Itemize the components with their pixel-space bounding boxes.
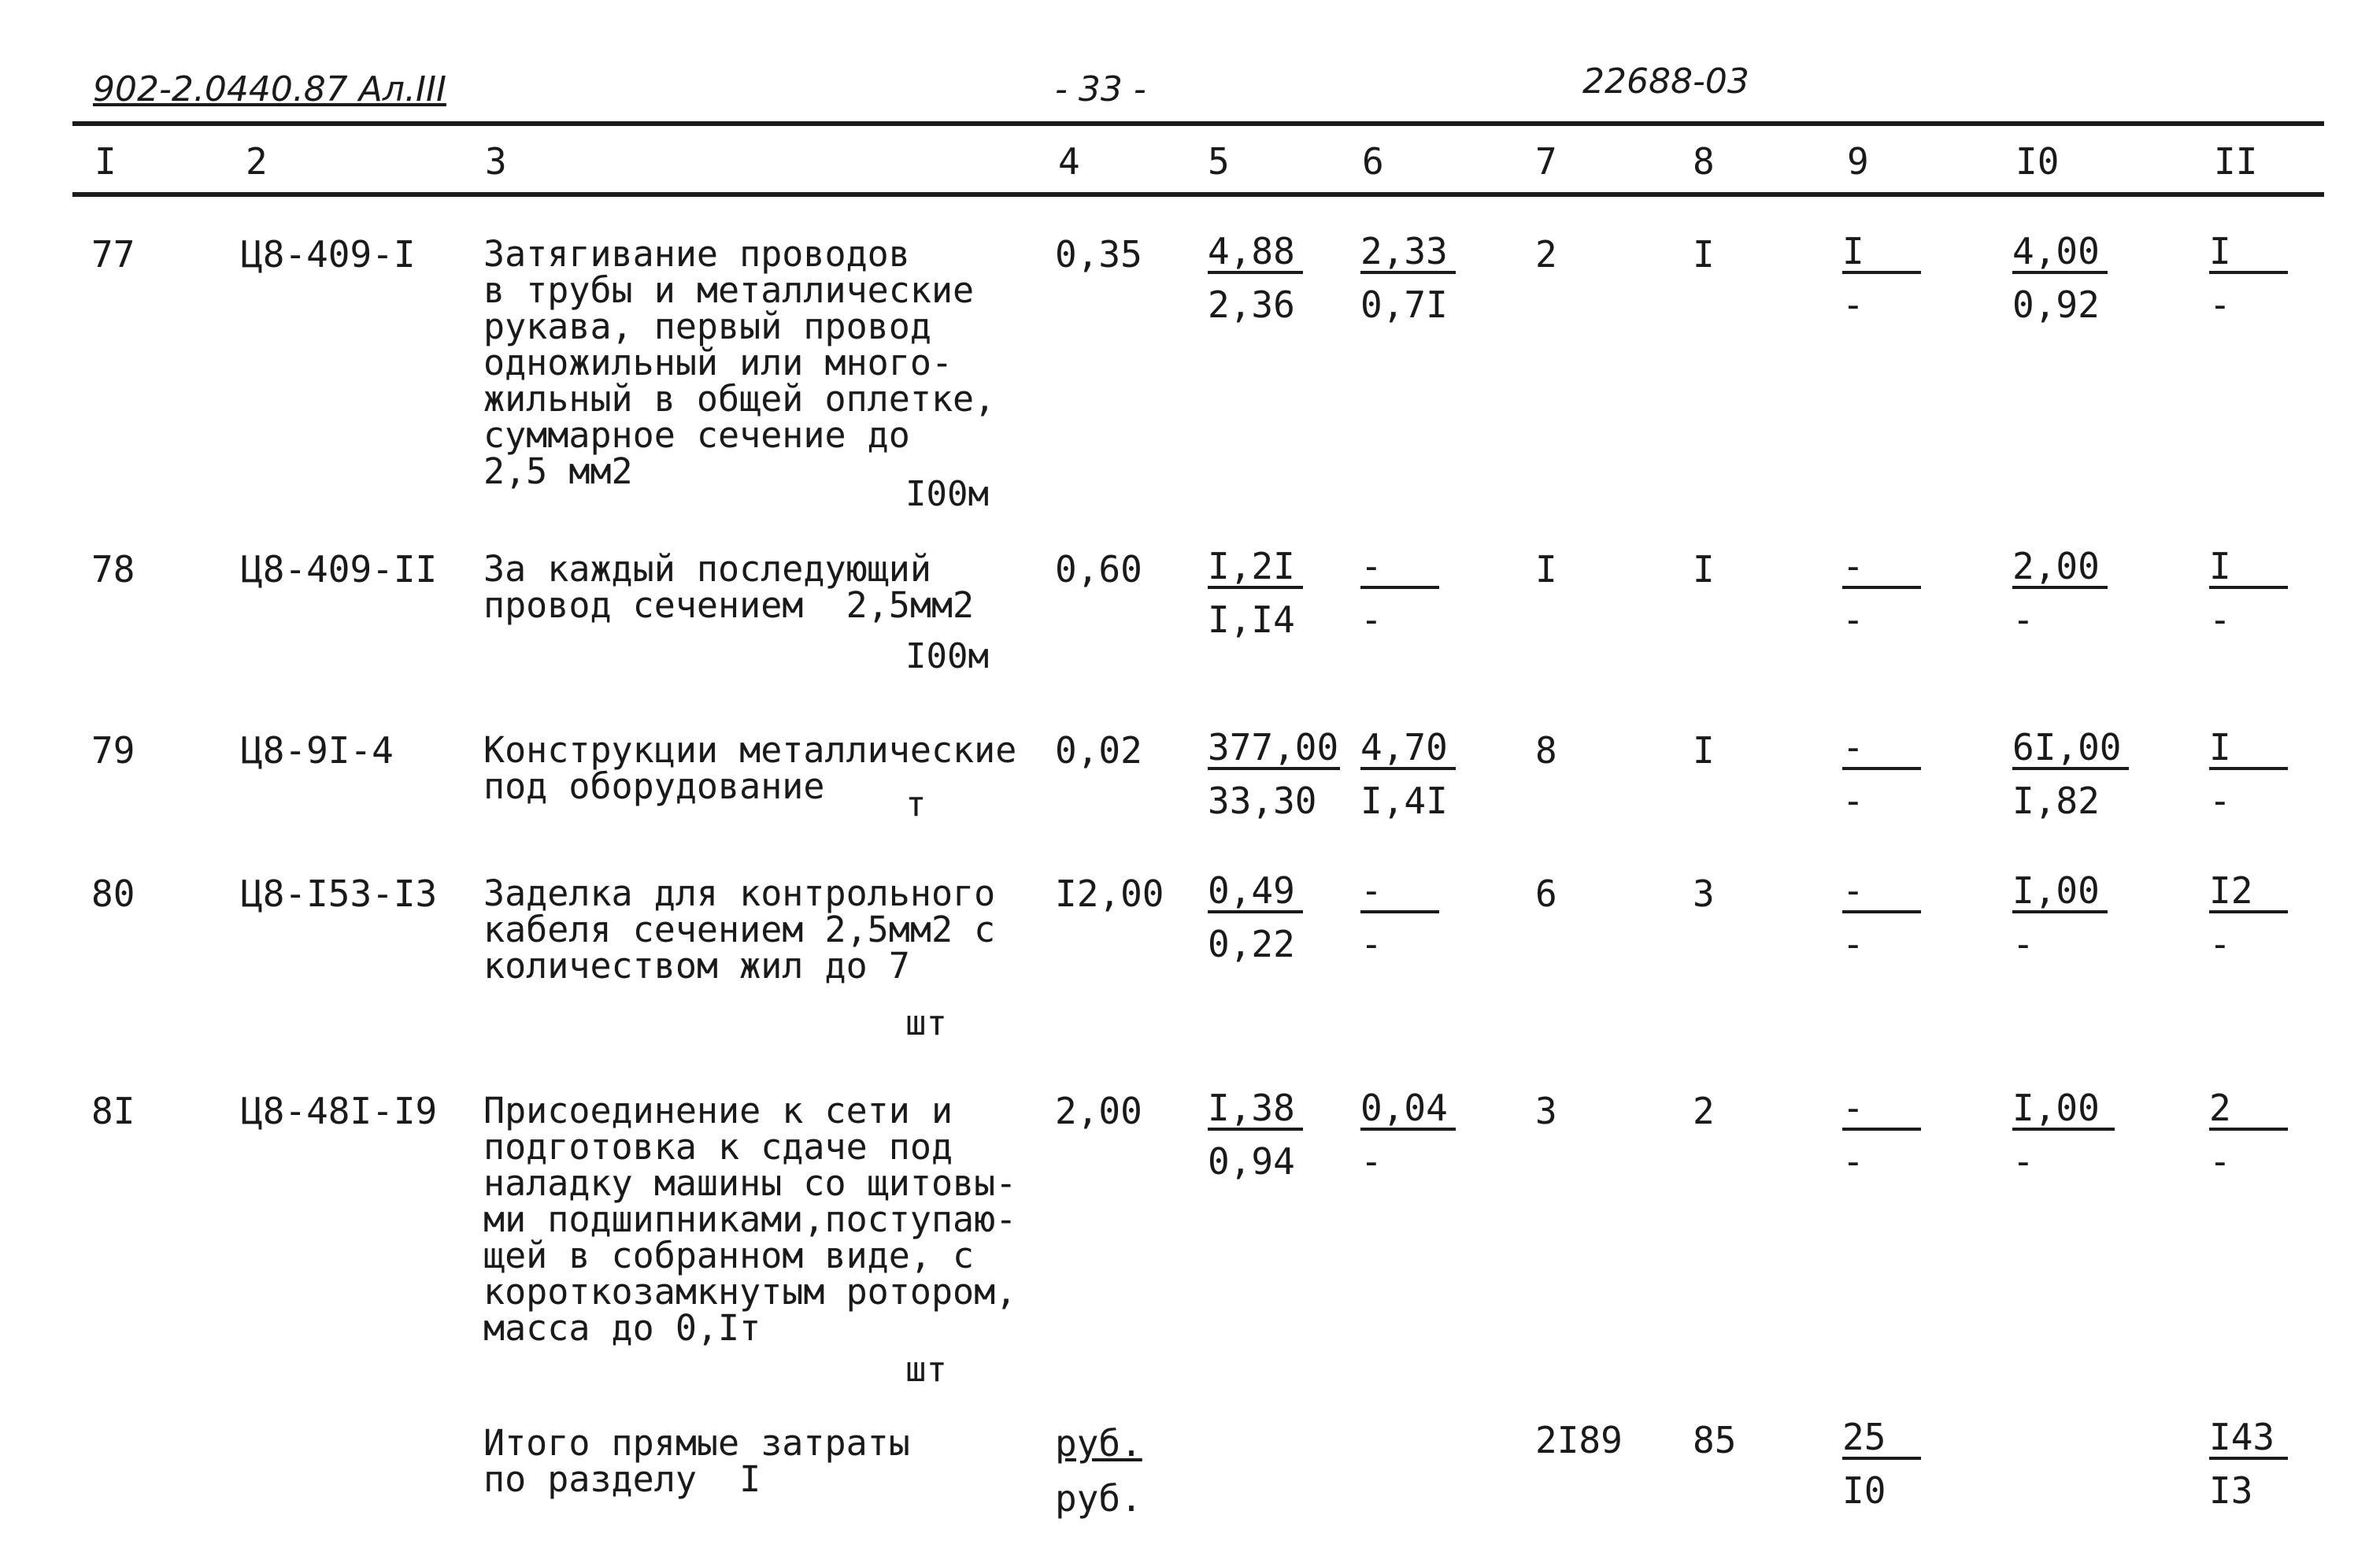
- col-header-9: 9: [1847, 140, 1869, 183]
- top-rule: [72, 121, 2324, 126]
- col10-fraction: [2012, 546, 2115, 639]
- col6-fraction: [1360, 871, 1463, 964]
- denominator: -: [2209, 923, 2231, 965]
- col-header-5: 5: [1208, 140, 1230, 183]
- denominator: I0: [1842, 1469, 1886, 1512]
- row-description: Заделка для контрольного кабеля сечением 2,5мм2 с количеством жил до 7: [483, 872, 996, 987]
- denominator: -: [1360, 923, 1382, 965]
- sheet-code: 22688-03: [1582, 61, 1749, 102]
- total-unit-top: руб.: [1055, 1422, 1142, 1465]
- numerator: -: [1842, 1088, 1921, 1131]
- numerator: I: [2209, 546, 2288, 589]
- col9-fraction: [1842, 871, 1945, 964]
- col6-fraction: [1360, 231, 1463, 324]
- denominator: -: [2209, 283, 2231, 326]
- col7-value: I: [1535, 548, 1557, 591]
- denominator: 0,92: [2012, 283, 2100, 326]
- col6-fraction: [1360, 546, 1463, 639]
- col5-fraction: [1208, 726, 1339, 822]
- denominator: -: [1360, 1140, 1382, 1183]
- col11-fraction: [2209, 728, 2312, 820]
- numerator: I43: [2209, 1417, 2288, 1460]
- col-header-2: 2: [246, 140, 268, 183]
- row-number: 79: [91, 729, 135, 772]
- numerator: -: [1360, 871, 1439, 913]
- denominator: -: [1842, 283, 1864, 326]
- denominator: -: [1842, 1140, 1864, 1183]
- row-number: 78: [91, 548, 135, 591]
- row-unit: шт: [905, 1003, 947, 1043]
- col4-value: 0,02: [1055, 729, 1142, 772]
- col11-fraction: [2209, 1088, 2312, 1181]
- denominator: -: [2012, 598, 2034, 641]
- numerator: 4,00: [2012, 231, 2108, 274]
- numerator: -: [1842, 871, 1921, 913]
- denominator: 0,94: [1208, 1140, 1295, 1183]
- numerator: 0,04: [1360, 1088, 1456, 1131]
- col-header-3: 3: [485, 140, 507, 183]
- col5-fraction: [1208, 1088, 1310, 1181]
- denominator: -: [1360, 598, 1382, 641]
- denominator: 0,22: [1208, 923, 1295, 965]
- numerator: I: [2209, 231, 2288, 274]
- numerator: 4,88: [1208, 231, 1303, 274]
- denominator: 33,30: [1208, 780, 1317, 822]
- total-col11-fraction: [2209, 1417, 2312, 1510]
- col7-value: 8: [1535, 729, 1557, 772]
- row-unit: шт: [905, 1350, 947, 1390]
- col9-fraction: [1842, 1088, 1945, 1181]
- denominator: -: [2209, 780, 2231, 822]
- numerator: I: [1842, 231, 1921, 274]
- col5-fraction: [1208, 871, 1310, 964]
- denominator: I,4I: [1360, 780, 1448, 822]
- numerator: I: [2209, 728, 2288, 770]
- numerator: -: [1842, 728, 1921, 770]
- denominator: 0,7I: [1360, 283, 1448, 326]
- col6-fraction: [1360, 1088, 1463, 1181]
- col7-value: 2: [1535, 233, 1557, 276]
- col5-fraction: [1208, 231, 1310, 324]
- numerator: 2,00: [2012, 546, 2108, 589]
- col9-fraction: [1842, 546, 1945, 639]
- col-header-7: 7: [1535, 140, 1557, 183]
- total-col8: 85: [1693, 1419, 1737, 1461]
- col8-value: 2: [1693, 1090, 1715, 1132]
- numerator: 6I,00: [2012, 728, 2129, 770]
- numerator: -: [1842, 546, 1921, 589]
- total-col7: 2I89: [1535, 1419, 1623, 1461]
- numerator: I,00: [2012, 1088, 2115, 1131]
- denominator: -: [1842, 598, 1864, 641]
- numerator: 2,33: [1360, 231, 1456, 274]
- col4-value: 0,60: [1055, 548, 1142, 591]
- col8-value: I: [1693, 548, 1715, 591]
- document-code: 902-2.0440.87 Ал.III: [93, 69, 446, 109]
- denominator: -: [2209, 1140, 2231, 1183]
- col-header-11: II: [2214, 140, 2258, 183]
- numerator: I2: [2209, 871, 2288, 913]
- header-rule: [72, 192, 2324, 197]
- col6-fraction: [1360, 728, 1463, 820]
- col4-value: 2,00: [1055, 1090, 1142, 1132]
- denominator: I,82: [2012, 780, 2100, 822]
- denominator: -: [2209, 598, 2231, 641]
- col9-fraction: [1842, 231, 1945, 324]
- total-unit-bottom: руб.: [1055, 1477, 1142, 1520]
- col10-fraction: [2012, 871, 2115, 964]
- page-number: - 33 -: [1055, 69, 1146, 109]
- total-col9-fraction: [1842, 1417, 1945, 1510]
- numerator: I,2I: [1208, 546, 1303, 589]
- row-number: 77: [91, 233, 135, 276]
- col8-value: 3: [1693, 872, 1715, 915]
- numerator: 377,00: [1208, 726, 1339, 769]
- col-header-8: 8: [1693, 140, 1715, 183]
- col4-value: I2,00: [1055, 872, 1164, 915]
- row-number: 80: [91, 872, 135, 915]
- denominator: -: [1842, 923, 1864, 965]
- row-description: Присоединение к сети и подготовка к сдаче под наладку машины со щитовы- ми подшипниками,поступаю- щей в собранном виде, с короткозамкнутым ротором, масса до 0,Iт: [483, 1090, 1017, 1349]
- col5-fraction: [1208, 546, 1310, 639]
- numerator: 0,49: [1208, 871, 1303, 913]
- row-code: Ц8-409-II: [241, 548, 438, 591]
- row-description: За каждый последующий провод сечением 2,5мм2: [483, 548, 975, 626]
- denominator: I,I4: [1208, 598, 1295, 641]
- col-header-4: 4: [1058, 140, 1080, 183]
- row-number: 8I: [91, 1090, 135, 1132]
- row-description: Затягивание проводов в трубы и металлические рукава, первый провод одножильный или много- жильный в общей оплетке, суммарное сечение до 2,5 мм2: [483, 233, 996, 492]
- denominator: 2,36: [1208, 283, 1295, 326]
- col11-fraction: [2209, 546, 2312, 639]
- total-description: Итого прямые затраты по разделу I: [483, 1422, 910, 1500]
- col-header-10: I0: [2015, 140, 2060, 183]
- row-code: Ц8-48I-I9: [241, 1090, 438, 1132]
- col-header-1: I: [94, 140, 117, 183]
- denominator: -: [1842, 780, 1864, 822]
- denominator: -: [2012, 923, 2034, 965]
- col10-fraction: [2012, 231, 2115, 324]
- col10-fraction: [2012, 726, 2122, 822]
- numerator: 4,70: [1360, 728, 1456, 770]
- numerator: -: [1360, 546, 1439, 589]
- numerator: 25: [1842, 1417, 1921, 1460]
- row-code: Ц8-I53-I3: [241, 872, 438, 915]
- numerator: I,00: [2012, 871, 2108, 913]
- col8-value: I: [1693, 729, 1715, 772]
- col10-fraction: [2012, 1088, 2115, 1181]
- numerator: 2: [2209, 1088, 2288, 1131]
- col7-value: 6: [1535, 872, 1557, 915]
- row-code: Ц8-9I-4: [241, 729, 394, 772]
- col11-fraction: [2209, 871, 2312, 964]
- row-unit: I00м: [905, 636, 989, 676]
- row-code: Ц8-409-I: [241, 233, 416, 276]
- row-unit: т: [905, 784, 927, 824]
- col11-fraction: [2209, 231, 2312, 324]
- col-header-6: 6: [1362, 140, 1384, 183]
- col4-value: 0,35: [1055, 233, 1142, 276]
- col7-value: 3: [1535, 1090, 1557, 1132]
- col9-fraction: [1842, 728, 1945, 820]
- row-unit: I00м: [905, 474, 989, 514]
- denominator: -: [2012, 1140, 2034, 1183]
- numerator: I,38: [1208, 1088, 1303, 1131]
- denominator: I3: [2209, 1469, 2253, 1512]
- col8-value: I: [1693, 233, 1715, 276]
- row-description: Конструкции металлические под оборудование: [483, 729, 1017, 807]
